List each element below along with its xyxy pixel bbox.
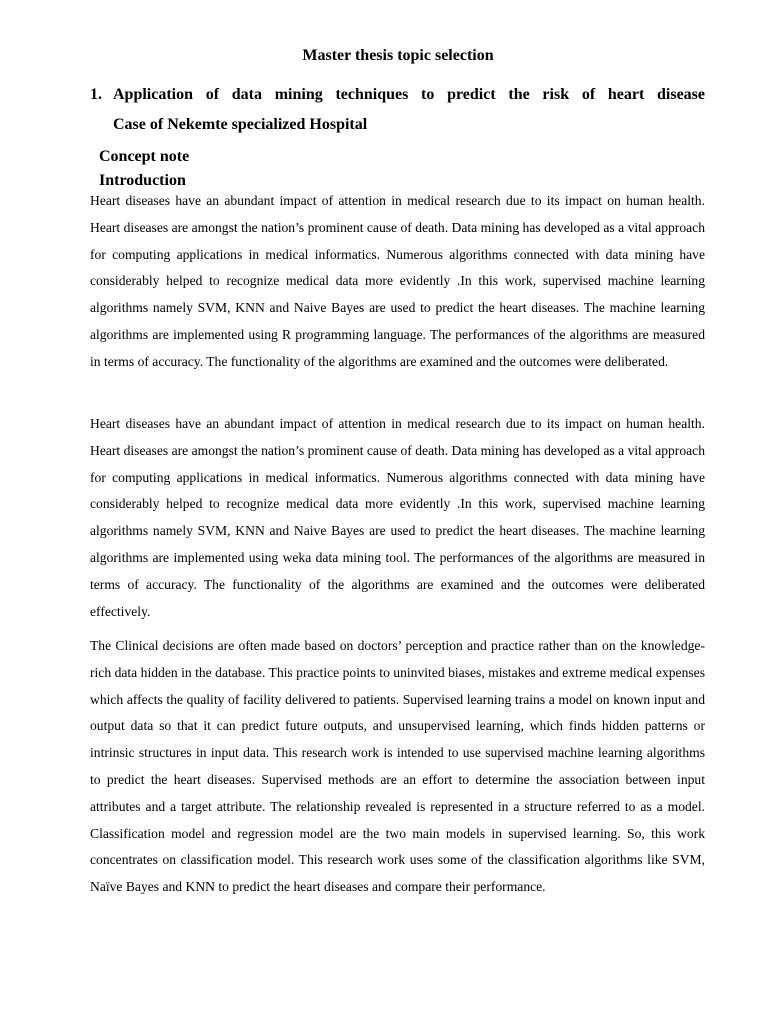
topic-number: 1.: [90, 86, 102, 103]
concept-note-heading: Concept note: [99, 148, 190, 165]
topic-title: Application of data mining techniques to predict the risk of heart disease: [113, 86, 705, 103]
paragraph-1: Heart diseases have an abundant impact of attention in medical research due to its impact on human health. Heart diseases are amongst the nation’s prominent cause of death. Data mining has developed as a vital approach for computing applications in medical informatics. Numerous algorithms connected with data mining have considerably helped to recognize medical data more evidently .In this work, supervised machine learning algorithms namely SVM, KNN and Naive Bayes are used to predict the heart diseases. The machine learning algorithms are implemented using R programming language. The performances of the algorithms are measured in terms of accuracy. The functionality of the algorithms are examined and the outcomes were deliberated.: [90, 193, 705, 369]
topic-heading-line: [90, 83, 705, 107]
introduction-heading: Introduction: [99, 172, 186, 189]
paragraph-2: Heart diseases have an abundant impact of attention in medical research due to its impact on human health. Heart diseases are amongst the nation’s prominent cause of death. Data mining has developed as a vital approach for computing applications in medical informatics. Numerous algorithms connected with data mining have considerably helped to recognize medical data more evidently .In this work, supervised machine learning algorithms namely SVM, KNN and Naive Bayes are used to predict the heart diseases. The machine learning algorithms are implemented using weka data mining tool. The performances of the algorithms are measured in terms of accuracy. The functionality of the algorithms are examined and the outcomes were deliberated effectively.: [90, 416, 705, 619]
thesis-topic: [90, 83, 705, 137]
document-title: Master thesis topic selection: [302, 47, 494, 64]
paragraph-3: The Clinical decisions are often made based on doctors’ perception and practice rather than on the knowledge-rich data hidden in the database. This practice points to uninvited biases, mistakes and extreme medical expenses which affects the quality of facility delivered to patients. Supervised learning trains a model on known input and output data so that it can predict future outputs, and unsupervised learning, which finds hidden patterns or intrinsic structures in input data. This research work is intended to use supervised machine learning algorithms to predict the heart diseases. Supervised methods are an effort to determine the association between input attributes and a target attribute. The relationship revealed is represented in a structure referred to as a model. Classification model and regression model are the two main models in supervised learning. So, this work concentrates on classification model. This research work uses some of the classification algorithms like SVM, Naïve Bayes and KNN to predict the heart diseases and compare their performance.: [90, 638, 705, 895]
topic-subtitle: Case of Nekemte specialized Hospital: [113, 116, 368, 133]
